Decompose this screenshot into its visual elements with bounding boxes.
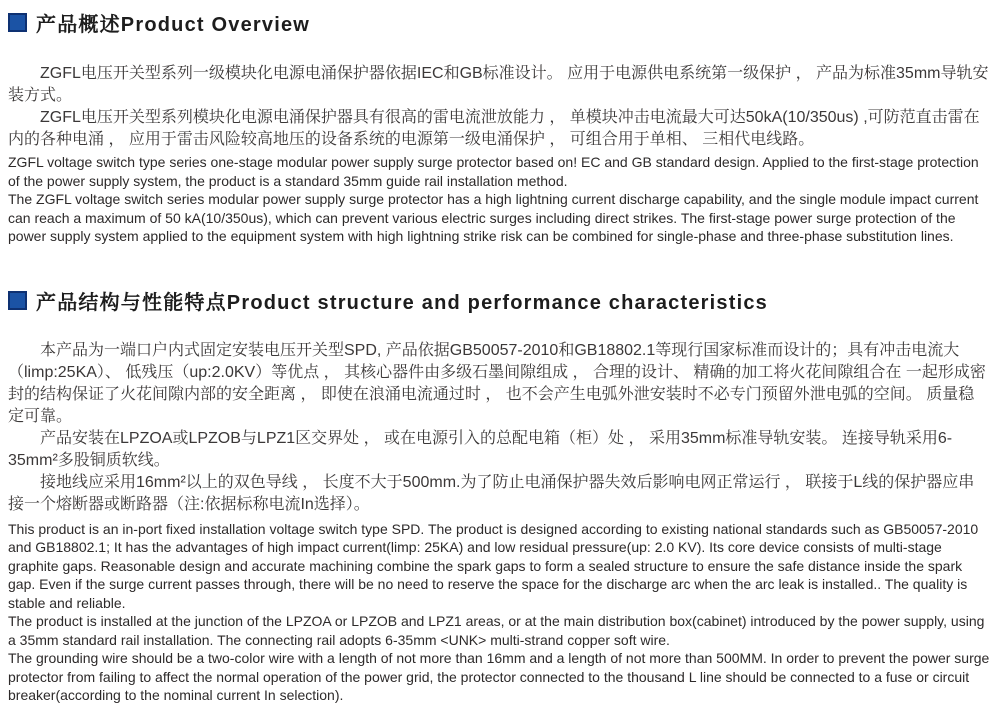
cn-paragraph: ZGFL电压开关型系列模块化电源电涌保护器具有很高的雷电流泄放能力 ， 单模块冲击电流最大可达50kA(10/350us) ,可防范直击雷在内的各种电涌 ， 应用于雷击风险较高地压的设备系统的电源第一级电涌保护 ， 可组合用于单相、 三相代电线路。 — [8, 109, 980, 148]
english-text-block — [8, 153, 990, 246]
section-header — [8, 286, 990, 315]
chinese-text-block — [8, 340, 990, 516]
section-product-overview — [8, 8, 990, 246]
en-paragraph: ZGFL voltage switch type series one-stage modular power supply surge protector based on! EC and GB standard design. Applied to the first-stage protection of the power supply system, the product is a standard 35mm guide rail installation method. — [8, 154, 979, 189]
section-title: 产品概述Product Overview — [36, 14, 311, 36]
cn-paragraph: 本产品为一端口户内式固定安装电压开关型SPD, 产品依据GB50057-2010和GB18802.1等现行国家标准而设计的；具有冲击电流大（limp:25KA）、 低残压（up:2.0KV）等优点 ， 其核心器件由多级石墨间隙组成 ， 合理的设计、 精确的加工将火花间隙组合在 一起形成密封的结构保证了火花间隙内部的安全距离 ， 即使在浪涌电流通过时 ， 也不会产生电弧外泄安装时不必专门预留外泄电弧的空间。 质量稳定可靠。 — [8, 341, 986, 425]
blue-square-bullet-icon — [8, 13, 27, 32]
en-paragraph: The grounding wire should be a two-color wire with a length of not more than 16mm and a length of not more than 500MM. In order to prevent the power surge protector from failing to affect the normal operation of the power grid, the protector connected to the thousand L line should be connected to a fuse or circuit breaker(according to the nominal current In selection). — [8, 650, 990, 703]
en-paragraph: This product is an in-port fixed installation voltage switch type SPD. The product is designed according to existing national standards such as GB50057-2010 and GB18802.1; It has the advantages of high impact current(limp: 25KA) and low residual pressure(up: 2.0 KV). Its core device consists of multi-stage graphite gaps. Reasonable design and accurate machining combine the spark gaps to form a sealed structure to ensure the safe distance inside the spark gap. Even if the surge current passes through, there will be no need to reserve the space for the discharge arc when the arc leak is installed.. The quality is stable and reliable. — [8, 520, 979, 611]
chinese-text-block — [8, 63, 990, 151]
en-paragraph: The ZGFL voltage switch series modular power supply surge protector has a high lightning current discharge capability, and the single module impact current can reach a maximum of 50 kA(10/350us), which can prevent various electric surges including direct strikes. The first-stage power surge protection of the power supply system applied to the equipment system with high lightning strike risk can be combined for single-phase and three-phase substitution lines. — [8, 191, 979, 244]
blue-square-bullet-icon — [8, 291, 27, 310]
en-paragraph: The product is installed at the junction of the LPZOA or LPZOB and LPZ1 areas, or at the main distribution box(cabinet) introduced by the power supply, using a 35mm standard rail installation. The connecting rail adopts 6-35mm <UNK> multi-strand copper soft wire. — [8, 613, 985, 648]
section-structure-characteristics — [8, 286, 990, 705]
english-text-block — [8, 520, 990, 705]
cn-paragraph: ZGFL电压开关型系列一级模块化电源电涌保护器依据IEC和GB标准设计。 应用于电源供电系统第一级保护 ， 产品为标准35mm导轨安装方式。 — [8, 65, 989, 104]
section-title: 产品结构与性能特点Product structure and performance characteristics — [36, 291, 768, 314]
section-header — [8, 8, 990, 37]
cn-paragraph: 产品安装在LPZOA或LPZOB与LPZ1区交界处 ， 或在电源引入的总配电箱（柜）处 ， 采用35mm标准导轨安装。 连接导轨采用6-35mm²多股铜质软线。 — [8, 429, 953, 469]
cn-paragraph: 接地线应采用16mm²以上的双色导线 ， 长度不大于500mm.为了防止电涌保护器失效后影响电网正常运行 ， 联接于L线的保护器应串接一个熔断器或断路器（注:依据标称电流In选择）。 — [8, 473, 975, 513]
